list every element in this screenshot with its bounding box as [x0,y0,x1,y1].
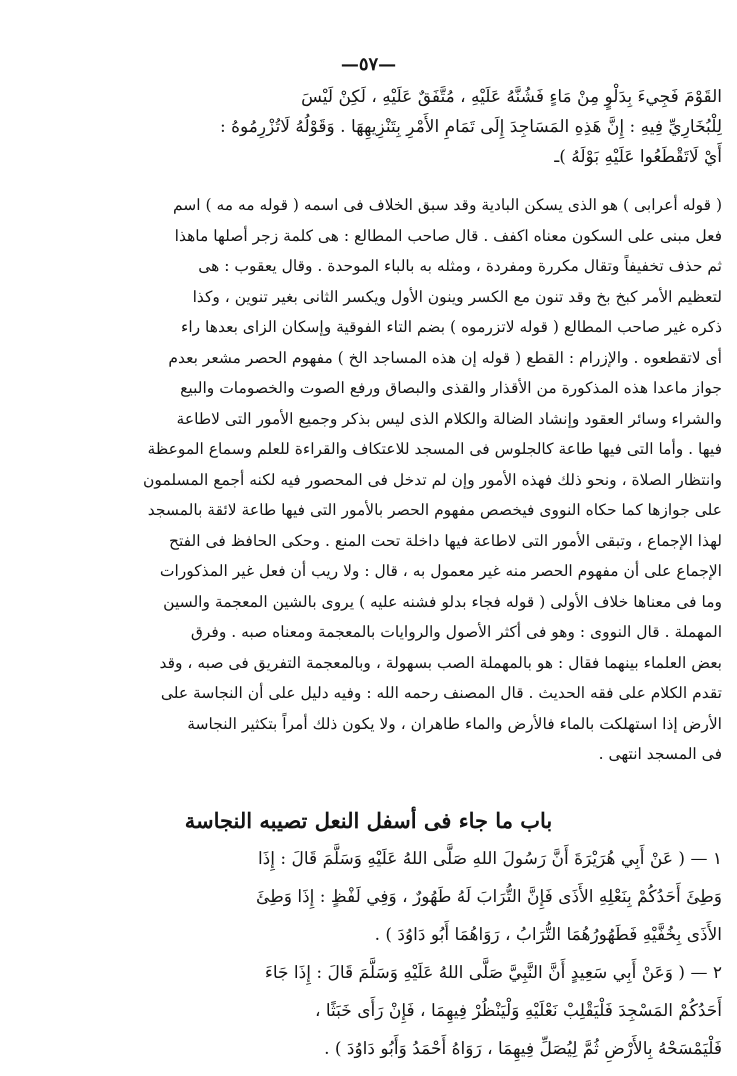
commentary-line: وما فى معناها خلاف الأولى ( قوله فجاء بدلو فشنه عليه ) يروى بالشين المعجمة والسين [163,592,722,611]
commentary-line: وانتظار الصلاة ، ونحو ذلك فهذه الأمور وإن لم تدخل فى المحصور فيه لكنه أجمع المسلمون [142,470,722,489]
hadith-line: الأَذَى بِخُفَّيْهِ فَطَهُورُهُمَا التُّرَابُ ، رَوَاهُمَا أَبُو دَاوُدَ ) . [374,925,722,945]
commentary-line: ذكره غير صاحب المطالع ( قوله لاتزرموه ) بضم التاء الفوقية وإسكان الزاى بعدها راء [181,318,722,336]
commentary-line: جواز ماعدا هذه المذكورة من الأقذار والقذى والبصاق ورفع الصوت والخصومات والبيع [180,379,722,397]
hadith-line: ٢ — ( وَعَنْ أَبِي سَعِيدٍ أَنَّ النَّبِيَّ صَلَّى اللهُ عَلَيْهِ وَسَلَّمَ قَالَ : إِذَا جَاءَ [264,963,722,983]
quote-line: القَوْمَ فَجِيءَ بِدَلْوٍ مِنْ مَاءٍ فَشُنَّهُ عَلَيْهِ ، مُتَّفَقٌ عَلَيْهِ ، لَكِنْ لَيْسَ [301,87,722,107]
quote-line: أَيْ لَاتَقْطَعُوا عَلَيْهِ بَوْلَهُ )ـ [554,147,722,167]
commentary-line: فيها . وأما التى فيها طاعة كالجلوس فى المسجد للاعتكاف والقراءة للعلم وسماع الموعظة [147,440,722,458]
commentary-line: الأرض إذا استهلكت بالماء فالأرض والماء طاهران ، ولا يكون ذلك أمراً بتكثير النجاسة [187,714,722,733]
commentary-line: على جوازها كما حكاه النووى فيخصص مفهوم الحصر بالأمور التى فيها طاعة لائقة بالمسجد [147,501,722,519]
commentary-line: لهذا الإجماع ، وتبقى الأمور التى لاطاعة فيها داخلة تحت المنع . وحكى الحافظ فى الفتح [168,531,722,550]
commentary-line: الإجماع على أن مفهوم الحصر منه غير معمول به ، قال : ولا ريب أن فعل غير المذكورات [159,562,722,580]
commentary-line: لتعظيم الأمر كبخ بخ وقد تنون مع الكسر وينون الأول ويكسر الثانى بغير تنوين ، وكذا [192,287,722,306]
commentary-line: ( قوله أعرابى ) هو الذى يسكن البادية وقد سبق الخلاف فى اسمه ( قوله مه مه ) اسم [172,196,722,214]
hadith-continuation [92,82,722,172]
hadith-line: ١ — ( عَنْ أَبِي هُرَيْرَةَ أَنَّ رَسُولَ اللهِ صَلَّى اللهُ عَلَيْهِ وَسَلَّمَ قَالَ : إِذَا [257,849,722,869]
commentary-line: تقدم الكلام على فقه الحديث . قال المصنف رحمه الله : وفيه دليل على أن النجاسة على [160,684,722,702]
commentary-line: فعل مبنى على السكون معناه اكفف . قال صاحب المطالع : هى كلمة زجر أصلها ماهذا [174,226,722,245]
quote-line: لِلْبُخَارِيِّ فِيهِ : إِنَّ هَذِهِ المَسَاجِدَ إِلَى تَمَامِ الأَمْرِ بِتَنْزِيهِهَا . وَقَوْلُهُ لَاتُزْرِمُوهُ : [219,117,722,137]
commentary-line: بعض العلماء بينهما فقال : هو بالمهملة الصب بسهولة ، وبالمعجمة التفريق فى صبه ، وقد [159,653,722,672]
commentary [92,190,722,770]
commentary-line: فى المسجد انتهى . [598,745,722,763]
hadith-line: وَطِئَ أَحَدُكُمْ بِنَعْلِهِ الأَذَى فَإِنَّ التُّرَابَ لَهُ طَهُورٌ ، وَفِي لَفْظٍ : إِذَا وَطِئَ [256,887,722,907]
commentary-line: أى لاتقطعوه . والإزرام : القطع ( قوله إن هذه المساجد الخ ) مفهوم الحصر مشعر بعدم [168,348,722,367]
commentary-line: ثم حذف تخفيفاً وتقال مكررة ومفردة ، ومثله به بالباء الموحدة . وقال يعقوب : هى [198,257,722,275]
hadith-text [92,840,722,1068]
page-number: —٥٧— [340,54,397,75]
hadith-line: فَلْيَمْسَحْهُ بِالأَرْضِ ثُمَّ لِيُصَلِّ فِيهِمَا ، رَوَاهُ أَحْمَدُ وَأَبُو دَاوُدَ ) . [324,1039,722,1059]
hadith-line: أَحَدُكُمْ المَسْجِدَ فَلْيَقْلِبْ نَعْلَيْهِ وَلْيَنْظُرْ فِيهِمَا ، فَإِنْ رَأَى خَبَثًا ، [314,1001,722,1021]
chapter-heading: باب ما جاء فى أسفل النعل تصيبه النجاسة [184,808,553,833]
commentary-line: المهملة . قال النووى : وهو فى أكثر الأصول والروايات بالمعجمة ومعناه صبه . وفرق [190,623,722,641]
commentary-line: والشراء وسائر العقود وإنشاد الضالة والكلام الذى ليس بذكر وجميع الأمور التى لاطاعة [176,409,722,428]
